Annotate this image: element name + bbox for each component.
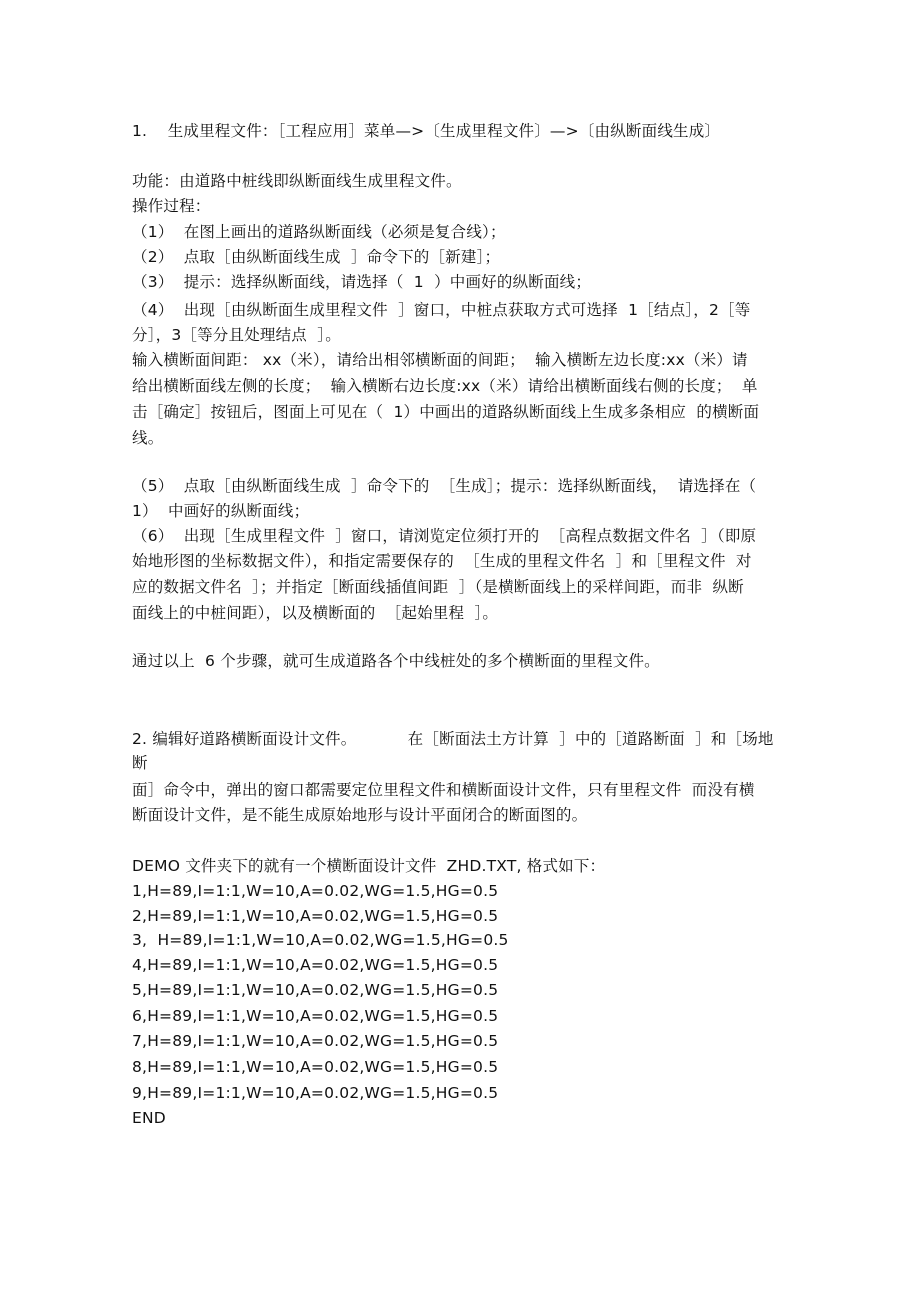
text-line: （4） 出现［由纵断面生成里程文件 ］窗口，中桩点获取方式可选择 1［结点］，2［等 xyxy=(132,301,751,319)
text-line: （3） 提示：选择纵断面线，请选择（ 1 ）中画好的纵断面线； xyxy=(132,273,592,291)
text-line: 功能：由道路中桩线即纵断面线生成里程文件。 xyxy=(132,172,462,190)
text-line: 分］，3［等分且处理结点 ］。 xyxy=(132,326,341,344)
text-line: 断面设计文件，是不能生成原始地形与设计平面闭合的断面图的。 xyxy=(132,806,588,824)
code-line: 5,H=89,I=1:1,W=10,A=0.02,WG=1.5,HG=0.5 xyxy=(132,981,499,999)
code-line: 7,H=89,I=1:1,W=10,A=0.02,WG=1.5,HG=0.5 xyxy=(132,1032,499,1050)
text-line: 操作过程： xyxy=(132,197,211,215)
text-line: （2） 点取［由纵断面线生成 ］命令下的［新建］； xyxy=(132,248,501,266)
text-line: 始地形图的坐标数据文件），和指定需要保存的 ［生成的里程文件名 ］和［里程文件 对 xyxy=(132,552,752,570)
text-line: 击［确定］按钮后，图面上可见在（ 1）中画出的道路纵断面线上生成多条相应 的横断面 xyxy=(132,403,760,421)
code-line: 2,H=89,I=1:1,W=10,A=0.02,WG=1.5,HG=0.5 xyxy=(132,907,499,925)
text-line: 2. 编辑好道路横断面设计文件。 在［断面法土方计算 ］中的［道路断面 ］和［场地 xyxy=(132,730,774,748)
text-line: 面线上的中桩间距），以及横断面的 ［起始里程 ］。 xyxy=(132,604,499,622)
text-line: 1. 生成里程文件：［工程应用］菜单—>〔生成里程文件〕—>〔由纵断面线生成〕 xyxy=(132,122,721,140)
text-line: 给出横断面线左侧的长度； 输入横断右边长度:xx（米）请给出横断面线右侧的长度； 单 xyxy=(132,377,758,395)
code-line: 3, H=89,I=1:1,W=10,A=0.02,WG=1.5,HG=0.5 xyxy=(132,931,509,949)
text-line: 断 xyxy=(132,754,148,772)
text-line: DEMO 文件夹下的就有一个横断面设计文件 ZHD.TXT, 格式如下： xyxy=(132,857,606,875)
text-line: （1） 在图上画出的道路纵断面线（必须是复合线）； xyxy=(132,223,506,241)
code-line: 8,H=89,I=1:1,W=10,A=0.02,WG=1.5,HG=0.5 xyxy=(132,1058,499,1076)
text-line: END xyxy=(132,1109,166,1127)
code-line: 1,H=89,I=1:1,W=10,A=0.02,WG=1.5,HG=0.5 xyxy=(132,882,499,900)
text-line: 1） 中画好的纵断面线； xyxy=(132,502,310,520)
text-line: （5） 点取［由纵断面线生成 ］命令下的 ［生成］；提示：选择纵断面线， 请选择在（ xyxy=(132,477,757,495)
code-line: 4,H=89,I=1:1,W=10,A=0.02,WG=1.5,HG=0.5 xyxy=(132,956,499,974)
text-line: 面］命令中，弹出的窗口都需要定位里程文件和横断面设计文件，只有里程文件 而没有横 xyxy=(132,781,755,799)
code-line: 9,H=89,I=1:1,W=10,A=0.02,WG=1.5,HG=0.5 xyxy=(132,1084,499,1102)
text-line: （6） 出现［生成里程文件 ］窗口，请浏览定位须打开的 ［高程点数据文件名 ］（即原 xyxy=(132,527,757,545)
text-line: 线。 xyxy=(132,429,164,447)
text-line: 通过以上 6 个步骤，就可生成道路各个中线桩处的多个横断面的里程文件。 xyxy=(132,652,660,670)
code-line: 6,H=89,I=1:1,W=10,A=0.02,WG=1.5,HG=0.5 xyxy=(132,1007,499,1025)
text-line: 应的数据文件名 ］；并指定［断面线插值间距 ］（是横断面线上的采样间距，而非 纵断 xyxy=(132,578,744,596)
text-line: 输入横断面间距： xx（米），请给出相邻横断面的间距； 输入横断左边长度:xx（米）请 xyxy=(132,351,748,369)
